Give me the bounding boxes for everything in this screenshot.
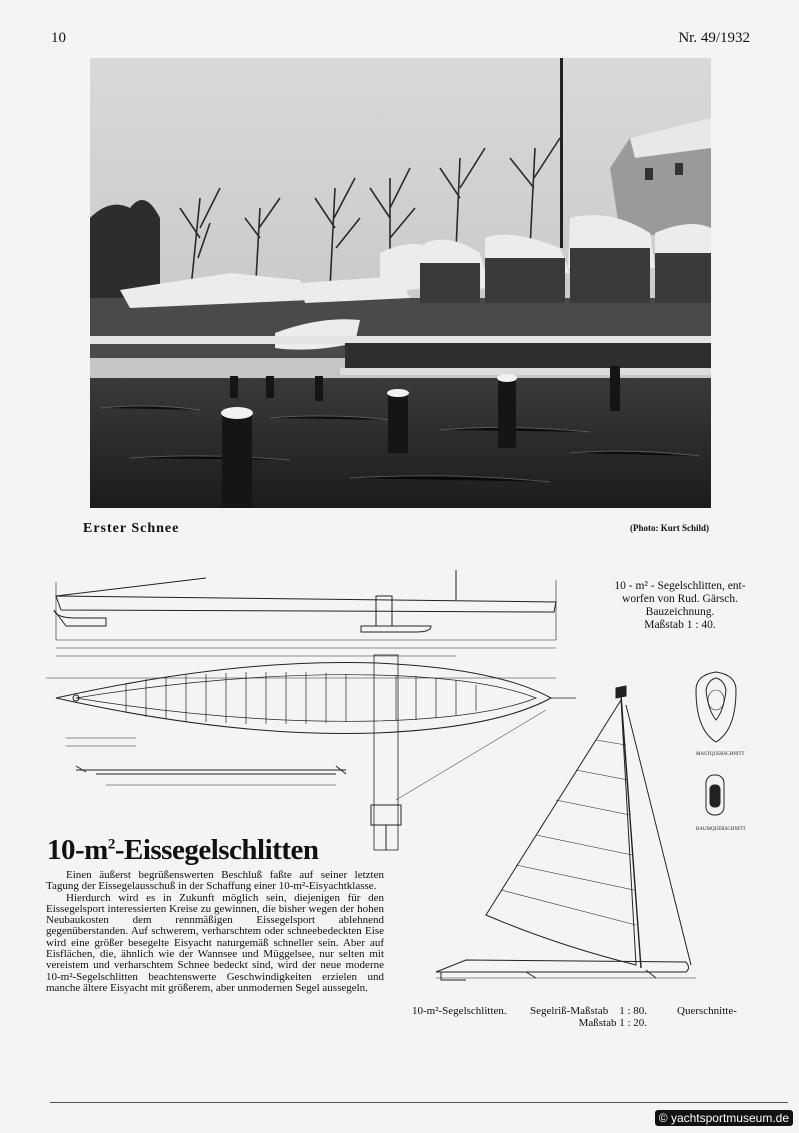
footer-divider — [50, 1102, 788, 1103]
drawing-caption — [605, 580, 755, 632]
drawing-caption-line: Bauzeichnung. — [645, 606, 715, 618]
drawing-caption-line: 10 - m² - Segelschlitten, ent- — [614, 580, 746, 592]
photo-credit: (Photo: Kurt Schild) — [630, 523, 710, 533]
copyright-watermark: © yachtsportmuseum.de — [655, 1110, 793, 1126]
issue-number: Nr. 49/1932 — [678, 30, 750, 46]
snow-boats-photo — [90, 58, 711, 508]
article-body — [46, 870, 384, 994]
headline-superscript: 2 — [107, 836, 115, 853]
headline-prefix: 10-m — [47, 834, 108, 866]
figure-caption-scale — [530, 1005, 647, 1029]
article-paragraph: Einen äußerst begrüßenswerten Beschluß faßte auf seiner letzten Tagung der Eissegelausschuß in der Schaffung einer 10-m²-Eisyachtklasse. — [46, 869, 384, 893]
page-number: 10 — [51, 30, 66, 46]
scale-line: Segelriß-Maßstab 1 : 80. — [530, 1005, 648, 1017]
figure-caption-sections: Querschnitte- — [677, 1005, 737, 1017]
drawing-caption-line: worfen von Rud. Gärsch. — [622, 593, 738, 605]
article-headline — [47, 834, 318, 867]
headline-suffix: -Eissegelschlitten — [114, 834, 319, 866]
figure-caption-sled: 10-m²-Segelschlitten. — [412, 1005, 507, 1017]
boom-section-label: BAUMQUERSCHNITT — [696, 827, 746, 832]
scale-line: Maßstab 1 : 20. — [578, 1017, 648, 1029]
photo-caption: Erster Schnee — [83, 521, 180, 536]
mast-section-label: MASTQUERSCHNITT — [696, 752, 745, 757]
drawing-caption-line: Maßstab 1 : 40. — [644, 619, 716, 631]
article-paragraph: Hierdurch wird es in Zukunft möglich sein, diejenigen für den Eissegelsport interessierten Kreise zu gewinnen, die bisher wegen der hohen Neubaukosten dem rennmäßigen Eissegelsport ablehnend gegenüberstanden. Auf schwerem, verharschtem oder schneebedeckten Eise wird eine größer besegelte Eisyacht naturgemäß schneller sein. Aber auf Eisflächen, die, ähnlich wie der Wannsee und Müggelsee, nur selten mit vereistem und verharschtem Schnee bedeckt sind, wird der neue moderne 10-m²-Segelschlitten beachtenswerte Geschwindigkeiten erzielen und manche ältere Eisyacht mit größerem, aber unmodernen Segel aussegeln. — [46, 891, 384, 994]
